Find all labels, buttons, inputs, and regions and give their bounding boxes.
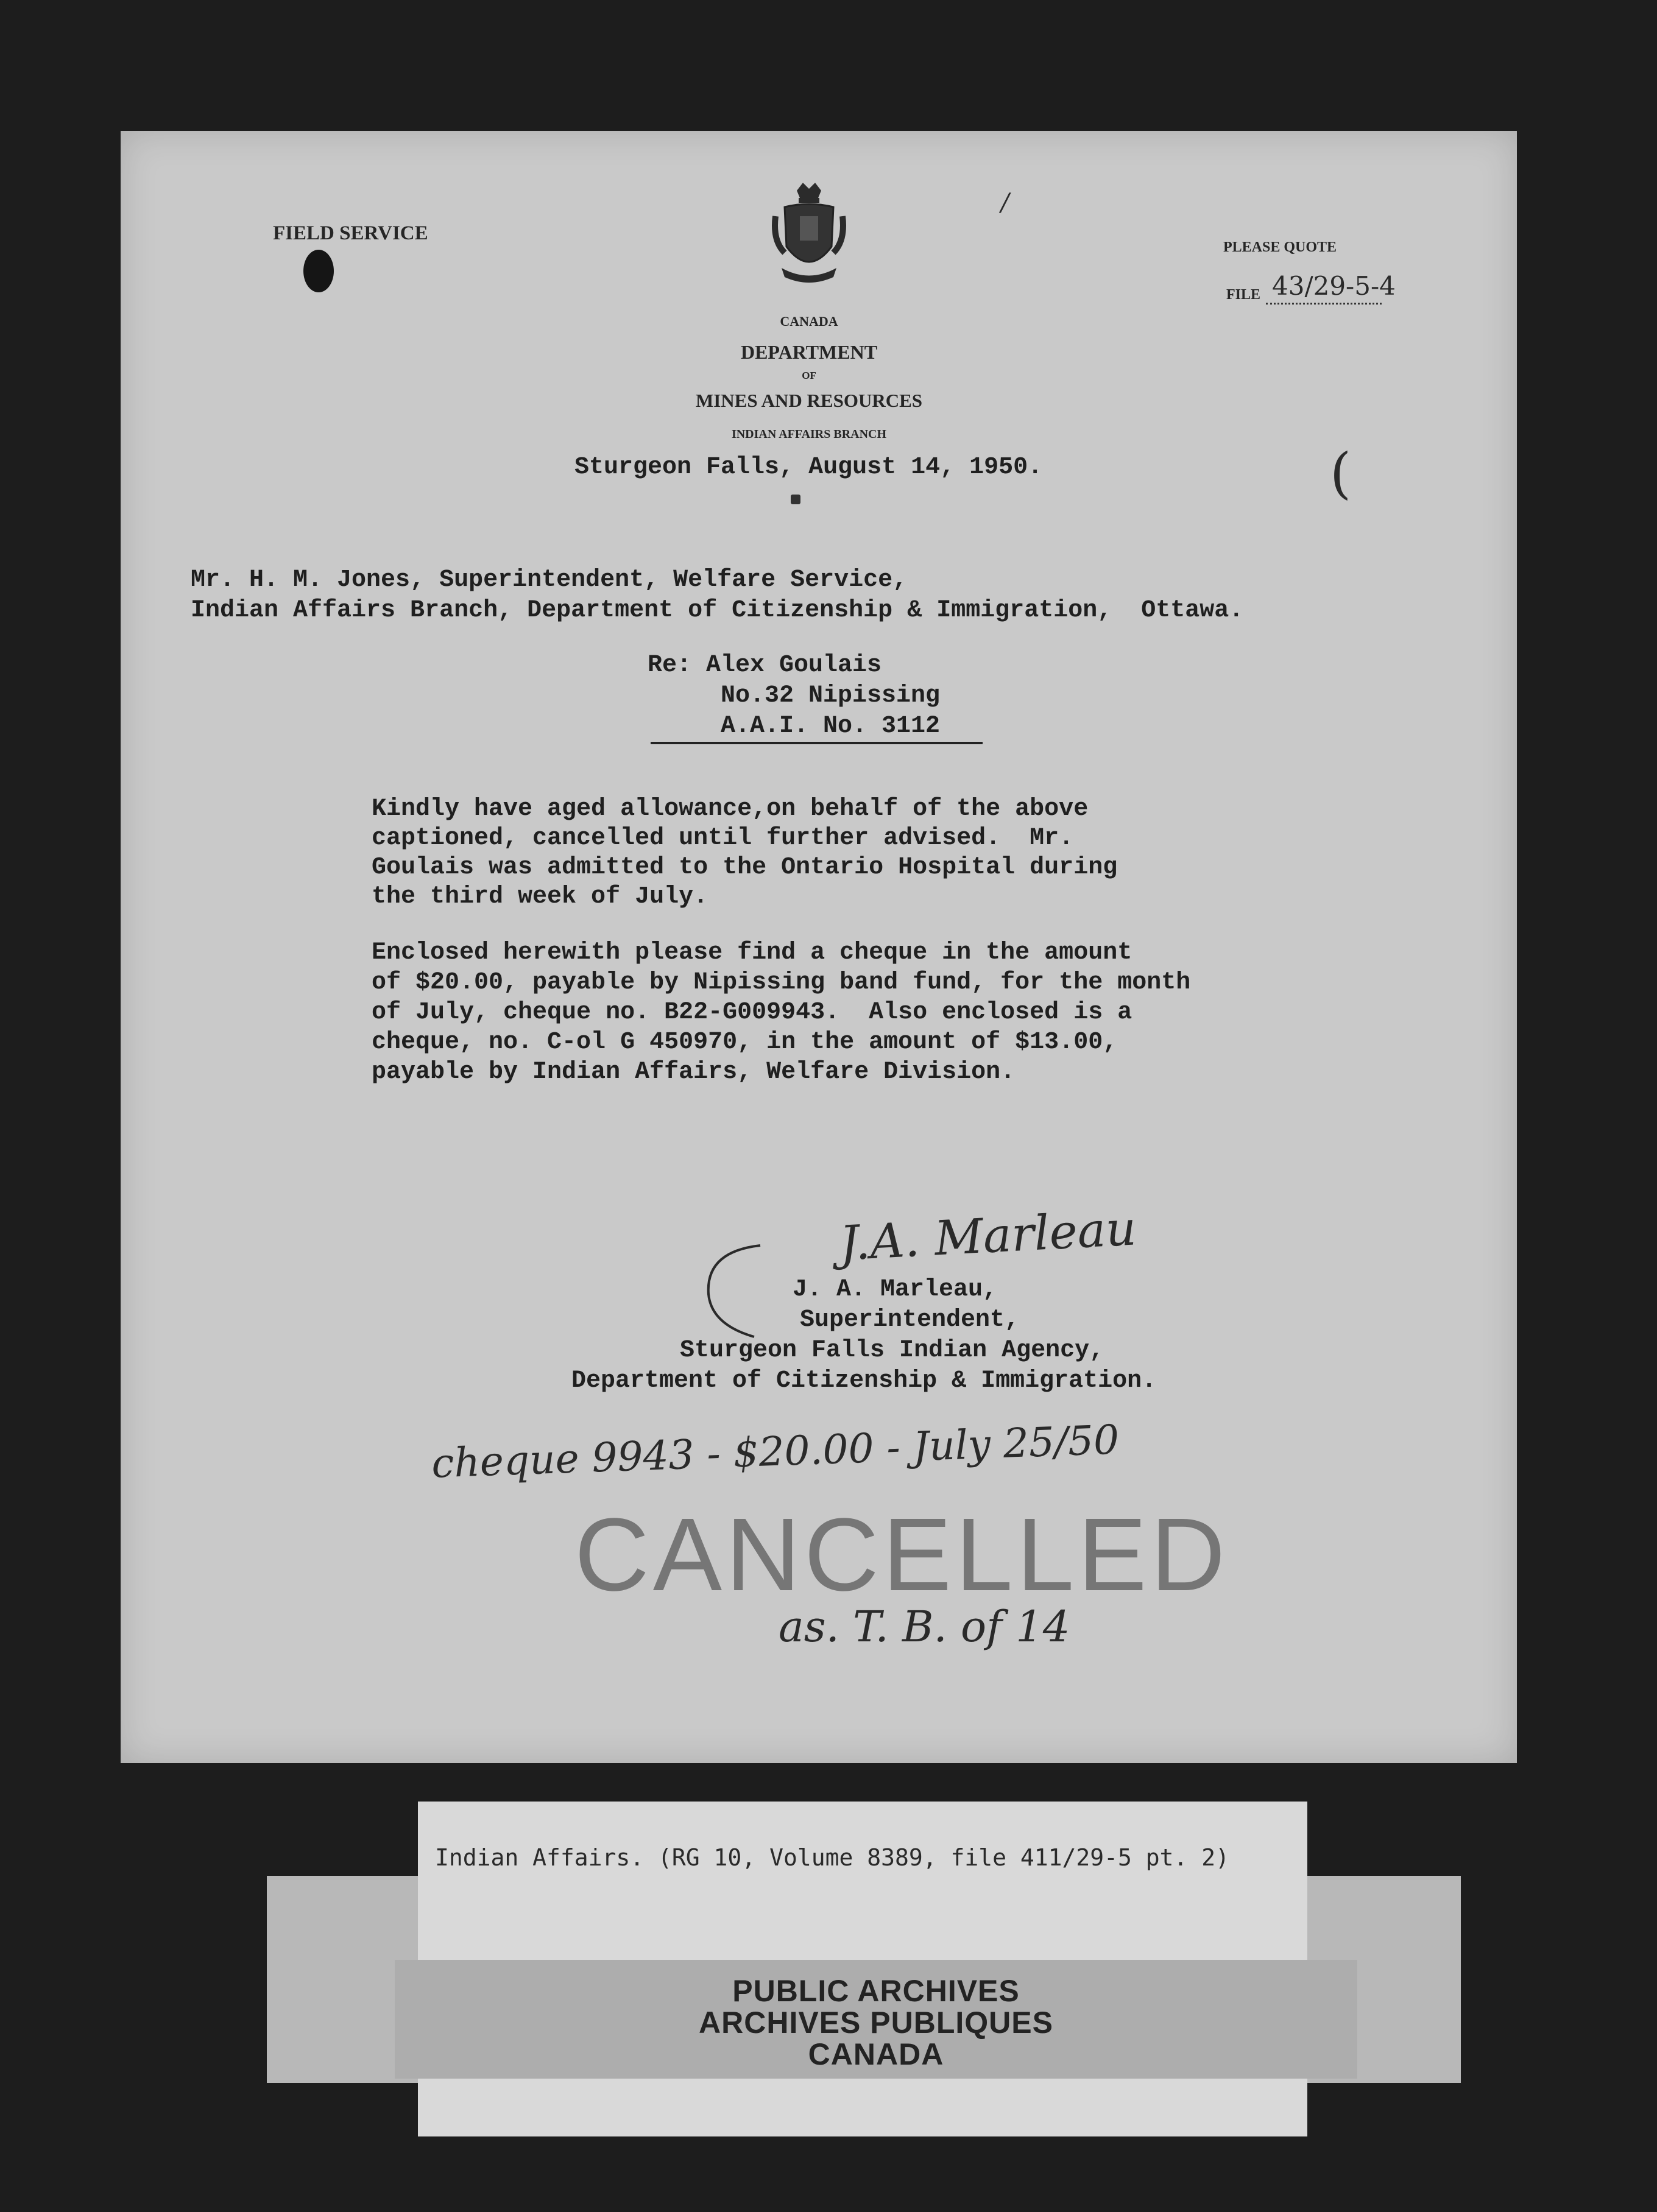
handwritten-cheque-note: cheque 9943 - $20.00 - July 25/50 [431,1416,1120,1487]
pencil-tick-top: / [1001,189,1009,217]
re-line-3: A.A.I. No. 3112 [721,713,941,740]
signatory-department: Department of Citizenship & Immigration. [571,1367,1157,1395]
letterhead-of: OF [802,370,816,381]
signatory-title: Superintendent, [800,1306,1020,1334]
paragraph-2-line: of $20.00, payable by Nipissing band fund, for the month [372,969,1191,996]
archive-line-1: PUBLIC ARCHIVES [732,1974,1020,2008]
paragraph-2 [372,938,1190,1087]
signatory-agency: Sturgeon Falls Indian Agency, [680,1337,1104,1364]
paragraph-2-line: Enclosed herewith please find a cheque in the amount [372,939,1132,967]
file-number: 43/29-5-4 [1272,271,1396,301]
place-date: Sturgeon Falls, August 14, 1950. [574,454,1043,481]
letterhead-ministry: MINES AND RESOURCES [695,390,923,411]
letter-page [121,131,1517,1763]
paragraph-1-line: Kindly have aged allowance,on behalf of the above [372,795,1089,823]
paragraph-1-line: captioned, cancelled until further advised. Mr. [372,825,1074,852]
handwritten-stamp-note: as. T. B. of 14 [779,1602,1070,1652]
pencil-tick-right: ( [1330,442,1352,505]
re-underline [651,742,983,744]
letterhead-country: CANADA [780,314,838,329]
small-mark [791,495,800,504]
re-line-1: Re: Alex Goulais [648,652,882,679]
letterhead-branch: INDIAN AFFAIRS BRANCH [731,428,887,441]
archive-line-2: ARCHIVES PUBLIQUES [699,2006,1053,2040]
re-line-2: No.32 Nipissing [721,682,941,710]
paragraph-1-line: Goulais was admitted to the Ontario Hospital during [372,854,1118,881]
file-label: FILE [1226,287,1261,303]
signatory-name: J. A. Marleau, [793,1276,998,1303]
paragraph-1 [372,795,1117,912]
addressee-line-2: Indian Affairs Branch, Department of Citizenship & Immigration, Ottawa. [191,597,1244,624]
handwritten-signature: J.A. Marleau [838,1201,1138,1272]
paragraph-2-line: payable by Indian Affairs, Welfare Division. [372,1058,1016,1086]
cancelled-stamp: CANCELLED [574,1497,1229,1613]
addressee-line-1: Mr. H. M. Jones, Superintendent, Welfare Service, [191,566,908,594]
paragraph-1-line: the third week of July. [372,883,708,911]
archive-band [395,1960,1357,2079]
archive-reference-text: Indian Affairs. (RG 10, Volume 8389, file 411/29-5 pt. 2) [435,1844,1230,1871]
paragraph-2-line: cheque, no. C-ol G 450970, in the amount of $13.00, [372,1029,1118,1056]
ink-blot [303,250,334,292]
paragraph-2-line: of July, cheque no. B22-G009943. Also enclosed is a [372,999,1132,1026]
coat-of-arms-icon [769,180,849,289]
signature-bracket [693,1239,766,1343]
please-quote-label: PLEASE QUOTE [1223,239,1337,255]
file-underline [1266,303,1382,305]
letterhead-department: DEPARTMENT [740,341,878,363]
field-service-label: FIELD SERVICE [273,222,428,244]
archive-line-3: CANADA [808,2037,944,2071]
